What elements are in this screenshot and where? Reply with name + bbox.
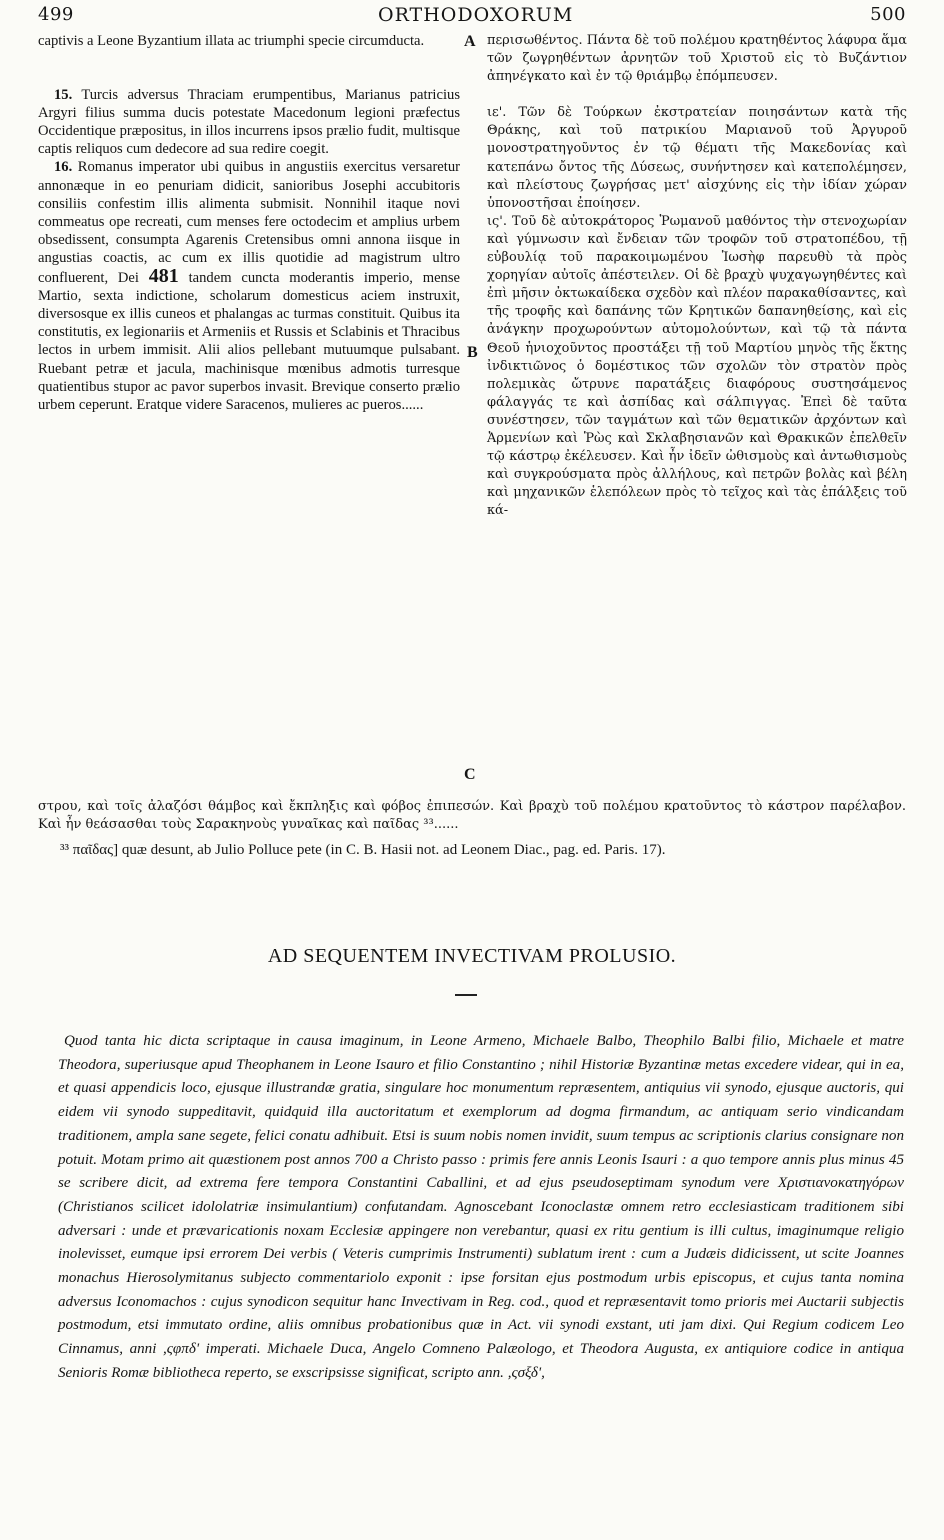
running-head (38, 4, 906, 30)
margin-letter-c: C (464, 766, 476, 783)
prolusio-paragraph: Quod tanta hic dicta scriptaque in causa imaginum, in Leone Armeno, Michaele Balbo, Theophilo Balbi filio, Michaele et matre Theodora, superiusque apud Theophanem in Leone Isauro et filio Constantino ; nihil Historiæ Byzantinæ metas excedere videar, qui in ea, et quasi appendicis loco, ejusque illustrandæ gratia, singulare hoc monumentum repræsentem, antiquius vii synodo, ejusque auctoris, qui eidem vii synodo suppeditavit, quidquid illa auctoritatum et exemplorum ad dogma firmandum, ac antiquam serio vindicandam traditionem, ampla sane segete, felici conatu adhibuit. Etsi is suum nobis nomen invidit, suum tempus ac scriptionis clarius consignare non potuit. Motam primo ait quæstionem post annos 700 a Christo passo : primis fere annis Leonis Isauri : a quo tempore annis plus minus 45 se scribere dicit, ad extrema fere tempora Constantini Caballini, et ad ejus pseudoseptimam synodum vere Χριστιανοκατηγόρων (Christianos scilicet idololatriæ insimulantium) confutandam. Agnoscebant Iconoclastæ omnem retro ecclesiasticam traditionem sibi adversari : unde et prævaricationis noxam Ecclesiæ appingere non verebantur, quasi ex ritu gentium is illi cultus, imaginumque religio inolevisset, eumque ipsi errorem Dei verbis ( Veteris cumprimis Instrumenti) sublatum irent : cum a Judæis didicissent, ut scite Joannes monachus Hierosolymitanus subjecto commentariolo exponit : ipse forsitan ejus postmodum urbis episcopus, et cujus tanta nomina adversus Iconomachos : cujus synodicon sequitur hanc Invectivam in Reg. cod., quod et repræsentavit tomo prioris mei Auctarii subjectis postmodum, etsi immutato ordine, aliis omnibus probationibus quæ in Act. vii synodi exstant, uti jam dixi. Qui Regium codicem Leo Cinnamus, anni ,ςφπδ' imperati. Michaele Duca, Angelo Comneno Palæologo, et Theodora Augusta, ex antiquiore codice in antiqua Senioris Romæ bibliotheca reperto, se exscripsisse significat, scripto ann. ,ςσξδ', (58, 1033, 904, 1381)
greek-continuation (38, 798, 906, 834)
heading-rule (455, 994, 477, 996)
margin-letter-b: B (467, 344, 478, 361)
prolusio-text (58, 1030, 904, 1386)
section-heading: AD SEQUENTEM INVECTIVAM PROLUSIO. (267, 945, 677, 967)
latin-paragraph-16-text-a: Romanus imperator ubi quibus in angustiis exercitus versaretur annonæque in eo penuriam didicit, sanioribus Josephi accubitoris consiliis confestim illis alimenta submisit. Nonnihil itaque novi commeatus ope recreati, cum menses fere octodecim et amplius urbem obsedissent, consumpta Agarenis Cretensibus omni annona iisque in angustias coactis, ac cum ex illis quotidie ad magistrum ultro confluerent, Dei (38, 159, 460, 287)
greek-continuation-text: στρου, καὶ τοῖς ἀλαζόσι θάμβος καὶ ἔκπληξις καὶ φόβος ἐπιπεσών. Καὶ βραχὺ τοῦ πολέμου κρατοῦντος τὸ κάστρον παρέλαβον. Καὶ ἦν θεάσασθαι τοὺς Σαρακηνοὺς γυναῖκας καὶ παῖδας ³³...... (38, 799, 906, 833)
page-number-left: 499 (38, 4, 74, 25)
latin-paragraph-15 (38, 86, 460, 158)
footnote: ³³ παῖδας] quæ desunt, ab Julio Polluce pete (in C. B. Hasii not. ad Leonem Diac., pag. ed. Paris. 17). (60, 842, 666, 858)
greek-paragraph-15: ιε'. Τῶν δὲ Τούρκων ἐκστρατείαν ποιησάντων κατὰ τῆς Θράκης, καὶ τοῦ πατρικίου Μαριανοῦ τοῦ Ἀργυροῦ μονοστρατηγοῦντος ἐν τῷ θέματι τῆς Μακεδονίας καὶ κατεπάνω ὄντος τῆς Δύσεως, συνήντησεν καὶ κατεπολέμησεν, καὶ πλείστους ζωγρήσας μετ' αἰσχύνης εἰς τὴν ἰδίαν χώραν ὑπονοστῆσαι ἐποίησεν. (487, 105, 907, 211)
latin-paragraph-15-text: Turcis adversus Thraciam erumpentibus, Marianus patricius Argyri filius summa ducis potestate Macedonum legioni præfectus Occidentique præpositus, in illos incurrens ipsos prælio fudit, multisque captis reliquos cum dedecore ad sua redire coegit. (38, 87, 460, 158)
latin-paragraph-16 (38, 158, 460, 413)
latin-paragraph-1: captivis a Leone Byzantium illata ac triumphi specie circumducta. (38, 33, 425, 49)
greek-column (487, 32, 907, 520)
section-number-15: 15. (54, 87, 73, 104)
latin-paragraph-16-text-b: tandem cuncta moderantis imperio, mense Martio, sexta indictione, scholarum domesticus aciem instruxit, diversosque ex illis cuneos et phalangas ac turmas constituit. Quibus ita constitutis, ex legionariis et Armeniis et Russis et Sclabinis et Thracibus lectos in urbem immisit. Alii alios pellebant mutuumque pulsabant. Ruebant petræ et jacula, machinisque mœnibus admotis turresque quatientibus stupor ac pavor superbos invasit. Brevique conserto prælio urbem ceperunt. Eratque videre Saracenos, mulieres ac pueros...... (38, 270, 460, 413)
margin-letter-a: A (464, 33, 476, 50)
latin-column (38, 32, 460, 414)
column-number-481: 481 (148, 265, 179, 288)
page-number-right: 500 (870, 4, 906, 25)
greek-paragraph-1: περισωθέντος. Πάντα δὲ τοῦ πολέμου κρατηθέντος λάφυρα ἅμα τῶν ζωγρηθέντων ἀρνητῶν τοῦ Χριστοῦ εἰς τὸ Βυζάντιον ἀπηνέγκατο καὶ ἐν τῷ θριάμβῳ ἐπόμπευσεν. (487, 33, 907, 85)
section-number-16: 16. (54, 159, 73, 176)
greek-paragraph-16: ις'. Τοῦ δὲ αὐτοκράτορος Ῥωμανοῦ μαθόντος τὴν στενοχωρίαν καὶ γύμνωσιν καὶ ἔνδειαν τῶν τροφῶν τοῦ στρατοπέδου, τῇ εὐβουλίᾳ τοῦ παρακοιμωμένου Ἰωσὴφ παρευθὺ τὰ πρὸς χορηγίαν αὐτοῖς ἀπέστειλεν. Οἱ δὲ βραχὺ ψυχαγωγηθέντες καὶ ἐπὶ μῆσιν ὀκτωκαίδεκα σχεδὸν καὶ πλέον παρακαθίσαντες, καὶ τῆς τροφῆς καὶ δαπάνης τῶν Κρητικῶν δαπανηθείσης, καὶ εἰς ἀνάγκην προχωρούντων αὐτομολούντων, καὶ τῷ τὰ πάντα Θεοῦ ἡνιοχοῦντος προστάξει τῇ τοῦ Μαρτίου μηνὸς τῆς ἕκτης ἰνδικτιῶνος ὁ δομέστικος τῶν σχολῶν τὸν στρατὸν πρὸς πολεμικὰς ὤτρυνε παρατάξεις διαφόρους συστησάμενος φάλαγγάς τε καὶ ἀσπίδας καὶ σάλπιγγας. Ἐπεὶ δὲ ταῦτα συνέστησεν, τῶν ταγμάτων καὶ τῶν θεματικῶν ἀρχόντων καὶ Ἀρμενίων καὶ Ῥὼς καὶ Σκλαβησιανῶν καὶ Θρακικῶν ἐπελθεῖν τῷ κάστρῳ ἐκέλευσεν. Καὶ ἦν ἰδεῖν ὠθισμοὺς καὶ ἀντωθισμοὺς καὶ συγκρούσματα πρὸς ἀλλήλους, καὶ πετρῶν βολὰς καὶ βέλη καὶ μηχανικῶν ἑλεπόλεων πρὸς τὸ τεῖχος καὶ τὰς ἐπάλξεις τοῦ κά- (487, 213, 907, 519)
running-title: ORTHODOXORUM (378, 4, 574, 26)
